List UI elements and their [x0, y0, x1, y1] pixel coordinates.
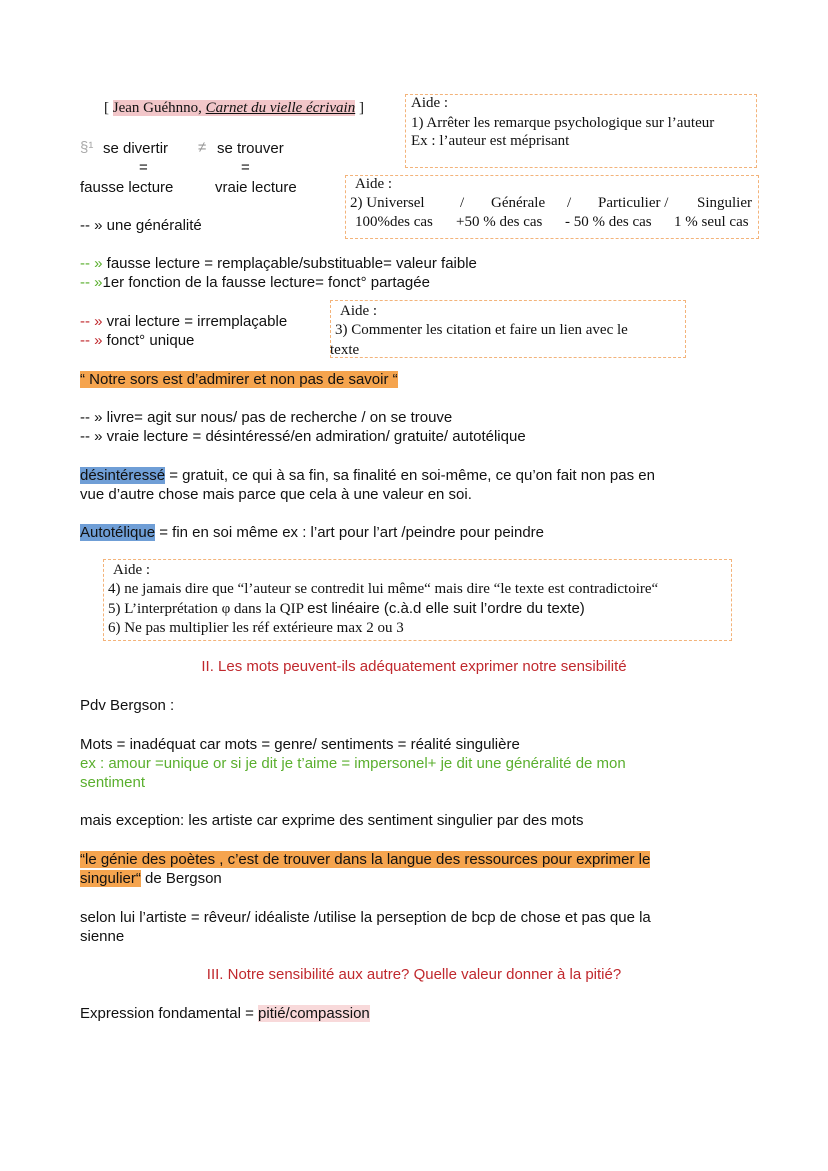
def-autotelique: [80, 523, 544, 542]
aide1-label: Aide :: [411, 95, 449, 111]
example-amour-1: ex : amour =unique or si je dit je t’aime = impersonel+ je dit une généralité de mon: [80, 755, 626, 772]
line-vraie-lecture-2: [80, 331, 194, 350]
quote-bergson-text-1: “le génie des poètes , c’est de trouver dans la langue des ressources pour exprimer le: [80, 851, 651, 868]
quote-bergson-author: de Bergson: [140, 870, 222, 887]
aide2-header-singulier: Singulier: [697, 195, 752, 211]
aide2-header-particulier: Particulier /: [598, 195, 669, 211]
compare-left-bottom: fausse lecture: [80, 179, 174, 196]
citation-title: Carnet du vielle écrivain: [205, 100, 356, 116]
aide4-line2: [108, 599, 585, 619]
aide2-value-generale: +50 % des cas: [456, 214, 543, 230]
section-mark: §¹: [80, 139, 94, 156]
compare-left-top: se divertir: [103, 140, 169, 157]
aide1-line2: Ex : l’auteur est méprisant: [411, 133, 570, 149]
aide3-line2: texte: [330, 342, 360, 358]
line-fausse-text-1: fausse lecture = remplaçable/substituable= valeur faible: [102, 255, 477, 272]
def-desinteresse-2: vue d’autre chose mais parce que cela à une valeur en soi.: [80, 486, 472, 503]
aide4-line3: 6) Ne pas multiplier les réf extérieure max 2 ou 3: [108, 620, 404, 636]
line-fausse-lecture-2: [80, 273, 430, 292]
not-equal-sign: ≠: [198, 139, 207, 156]
compare-right-top: se trouver: [217, 140, 284, 157]
line-exception: mais exception: les artiste car exprime des sentiment singulier par des mots: [80, 812, 584, 829]
pdv-bergson: Pdv Bergson :: [80, 697, 175, 714]
line-generalite: -- » une généralité: [80, 217, 202, 234]
line-fausse-text-2: 1er fonction de la fausse lecture= fonct° partagée: [102, 274, 430, 291]
aide2-header-generale: Générale: [491, 195, 546, 211]
quote-admirer-text: “ Notre sors est d’admirer et non pas de savoir “: [80, 371, 398, 388]
arrow-green: -- »: [80, 255, 103, 272]
aide4-line1: 4) ne jamais dire que “l’auteur se contredit lui même“ mais dire “le texte est contradictoire“: [108, 581, 659, 597]
aide2-sep-1: /: [460, 195, 465, 211]
aide2-label: Aide :: [355, 176, 393, 192]
expression-value: pitié/compassion: [258, 1005, 370, 1022]
quote-bergson-2: [80, 869, 222, 888]
citation-highlight: [113, 100, 355, 116]
line-artiste-2: sienne: [80, 928, 125, 945]
aide2-value-universel: 100%des cas: [355, 214, 433, 230]
aide2-header-universel: 2) Universel: [350, 195, 425, 211]
arrow-green: -- »: [80, 274, 103, 291]
line-artiste-1: selon lui l’artiste = rêveur/ idéaliste /utilise la perseption de bcp de chose et pas que la: [80, 909, 651, 926]
line-vraie-text-2: fonct° unique: [102, 332, 195, 349]
aide3-label: Aide :: [340, 303, 378, 319]
def-autotelique-text: = fin en soi même ex : l’art pour l’art /peindre pour peindre: [155, 524, 545, 541]
def-desinteresse-1: [80, 466, 655, 485]
def-desinteresse-text: = gratuit, ce qui à sa fin, sa finalité en soi-même, ce qu’on fait non pas en: [165, 467, 655, 484]
aide4-line2-part1: 5) L’interprétation φ dans la QIP: [108, 601, 308, 617]
line-vraie-lecture-def: -- » vraie lecture = désintéressé/en admiration/ gratuite/ autotélique: [80, 428, 526, 445]
quote-admirer: [80, 370, 398, 389]
section-2-title: II. Les mots peuvent-ils adéquatement exprimer notre sensibilité: [201, 658, 627, 675]
arrow-red: -- »: [80, 332, 103, 349]
citation: [104, 99, 364, 118]
expression-label: Expression fondamental =: [80, 1005, 259, 1022]
aide2-sep-2: /: [567, 195, 572, 211]
aide4-label: Aide :: [113, 562, 151, 578]
citation-close: ]: [358, 100, 364, 116]
quote-bergson-1: [80, 850, 650, 869]
line-vraie-text-1: vrai lecture = irremplaçable: [102, 313, 288, 330]
line-expression: [80, 1004, 370, 1023]
example-amour-2: sentiment: [80, 774, 146, 791]
equals-left: =: [139, 159, 148, 176]
citation-open: [: [104, 100, 109, 116]
term-autotelique: Autotélique: [80, 524, 156, 541]
line-mots: Mots = inadéquat car mots = genre/ sentiments = réalité singulière: [80, 736, 520, 753]
citation-author: Jean Guéhnno,: [112, 100, 202, 116]
term-desinteresse: désintéressé: [80, 467, 166, 484]
quote-bergson-text-2: singulier“: [80, 870, 141, 887]
line-fausse-lecture-1: [80, 254, 477, 273]
aide1-line1: 1) Arrêter les remarque psychologique sur l’auteur: [411, 115, 715, 131]
arrow-red: -- »: [80, 313, 103, 330]
aide2-value-singulier: 1 % seul cas: [674, 214, 749, 230]
aide4-line2-part2: est linéaire (c.à.d elle suit l’ordre du texte): [307, 600, 585, 617]
line-livre: -- » livre= agit sur nous/ pas de recherche / on se trouve: [80, 409, 453, 426]
aide3-line1: 3) Commenter les citation et faire un lien avec le: [335, 322, 628, 338]
line-vraie-lecture-1: [80, 312, 287, 331]
compare-right-bottom: vraie lecture: [215, 179, 297, 196]
equals-right: =: [241, 159, 250, 176]
aide2-value-particulier: - 50 % des cas: [565, 214, 652, 230]
section-3-title: III. Notre sensibilité aux autre? Quelle valeur donner à la pitié?: [206, 966, 622, 983]
